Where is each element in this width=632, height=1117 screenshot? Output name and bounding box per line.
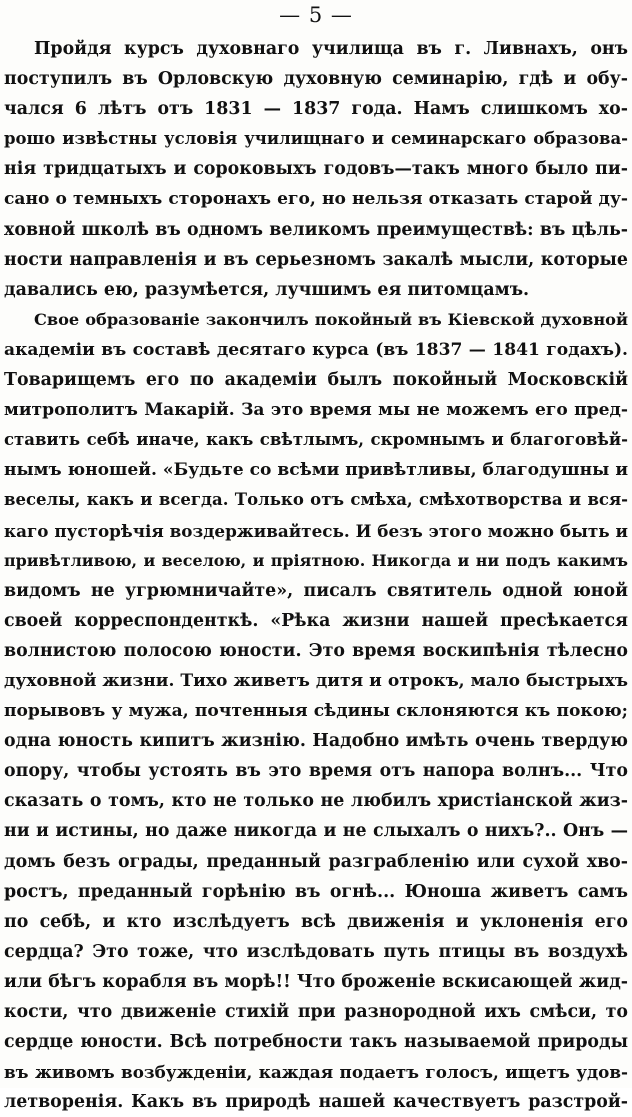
text-line: сказать о томъ, кто не только не любилъ христіанской жиз- [4, 791, 628, 812]
text-line: нія тридцатыхъ и сороковыхъ годовъ—такъ много было пи- [4, 159, 628, 180]
text-line: домъ безъ ограды, преданный разграбленію или сухой хво- [4, 851, 628, 872]
text-line: ности направленія и въ серьезномъ закалѣ мысли, которые [4, 249, 628, 270]
text-line: духовной жизни. Тихо живетъ дитя и отрокъ, мало быстрыхъ [4, 670, 628, 691]
text-line: кости, что движеніе стихій при разнородной ихъ смѣси, то [4, 1002, 628, 1022]
text-line: въ живомъ возбужденіи, каждая подаетъ голосъ, ищетъ удов- [4, 1062, 628, 1083]
text-line: давались ею, разумѣется, лучшимъ ея питомцамъ. [4, 279, 530, 300]
text-line: Товарищемъ его по академіи былъ покойный Московскій [4, 370, 628, 391]
text-line: или бѣгъ корабля въ морѣ!! Что броженіе вскисающей жид- [4, 971, 628, 992]
text-line: своей корреспонденткѣ. «Рѣка жизни нашей пресѣкается [4, 610, 628, 631]
body-text [4, 34, 628, 1117]
text-line: порывовъ у мужа, почтенныя сѣдины склоняются къ покою; [4, 701, 628, 722]
text-line: академіи въ составѣ десятаго курса (въ 1837 — 1841 годахъ). [4, 339, 628, 360]
text-line: волнистою полосою юности. Это время воскипѣнія тѣлесно [4, 640, 628, 661]
text-line: ни и истины, но даже никогда и не слыхалъ о нихъ?.. Онъ — [4, 821, 628, 842]
text-line: ховной школѣ въ одномъ великомъ преимуществѣ: въ цѣль- [4, 219, 628, 240]
text-line: нымъ юношей. «Будьте со всѣми привѣтливы, благодушны и [4, 460, 628, 481]
text-line: одна юность кипитъ жизнію. Надобно имѣть очень твердую [4, 731, 628, 752]
text-line: сано о темныхъ сторонахъ его, но нельзя отказать старой ду- [4, 189, 628, 210]
text-line: Пройдя курсъ духовнаго училища въ г. Ливнахъ, онъ [34, 39, 628, 59]
text-line: каго пусторѣчія воздерживайтесь. И безъ этого можно быть и [4, 520, 628, 541]
text-line: сердце юности. Всѣ потребности такъ называемой природы [4, 1032, 628, 1053]
text-line: митрополитъ Макарій. За это время мы не можемъ его пред- [4, 400, 628, 421]
text-line: привѣтливою, и веселою, и пріятною. Никогда и ни подъ какимъ [4, 550, 628, 570]
text-line: опору, чтобы устоять въ это время отъ напора волнъ... Что [4, 761, 628, 782]
page-number: — 5 — [279, 3, 353, 27]
text-line: ростъ, преданный горѣнію въ огнѣ... Юноша живетъ самъ [4, 881, 628, 902]
text-line: видомъ не угрюмничайте», писалъ святитель одной юной [4, 580, 628, 601]
text-line: Свое образованіе закончилъ покойный въ Кіевской духовной [34, 309, 628, 329]
text-line: сердца? Это тоже, что изслѣдовать путь птицы въ воздухѣ [4, 941, 628, 962]
text-line: рошо извѣстны условія училищнаго и семинарскаго образова- [4, 129, 628, 149]
text-line: веселы, какъ и всегда. Только отъ смѣха, смѣхотворства и вся- [4, 490, 628, 510]
text-line: ставить себѣ иначе, какъ свѣтлымъ, скромнымъ и благоговѣй- [4, 430, 628, 450]
text-line: поступилъ въ Орловскую духовную семинарію, гдѣ и обу- [4, 69, 628, 90]
text-line: по себѣ, и кто изслѣдуетъ всѣ движенія и уклоненія его [4, 911, 628, 932]
text-line: летворенія. Какъ въ природѣ нашей качествуетъ разстрой- [4, 1092, 628, 1113]
text-line: чался 6 лѣтъ отъ 1831 — 1837 года. Намъ слишкомъ хо- [4, 99, 628, 120]
